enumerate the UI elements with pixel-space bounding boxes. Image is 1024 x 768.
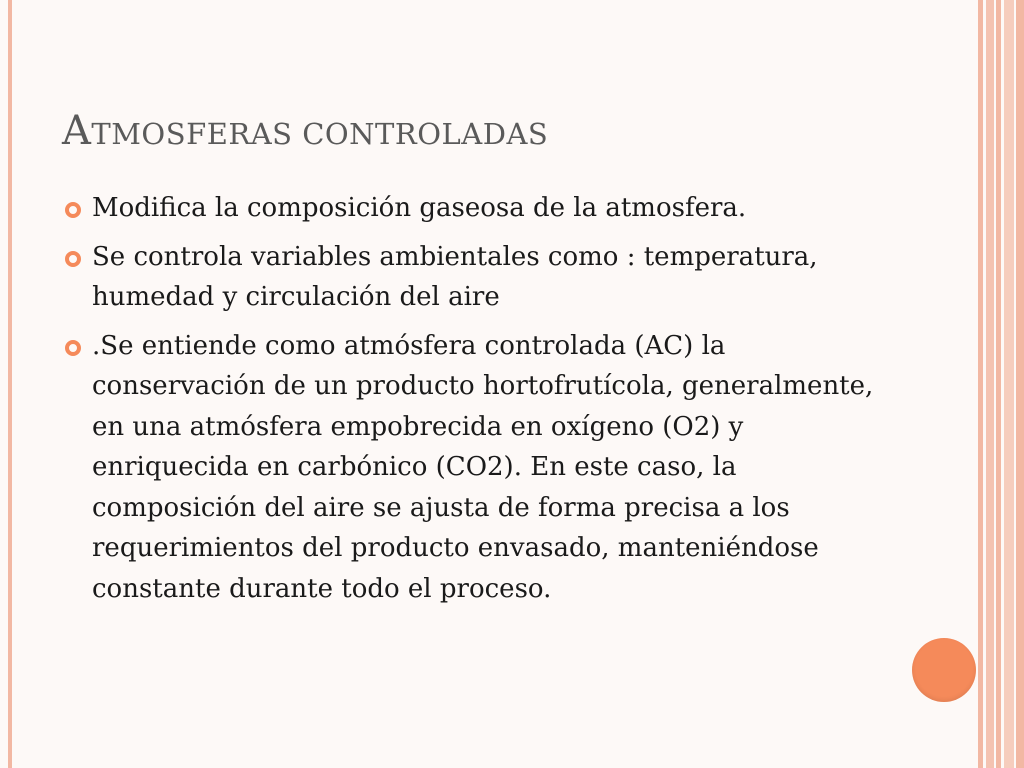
left-frame-line: [8, 0, 12, 768]
orange-ring-bullet-icon: [64, 250, 82, 268]
frame-stripe: [986, 0, 994, 768]
frame-stripe: [996, 0, 1001, 768]
bullet-text: .Se entiende como atmósfera controlada (AC) la conservación de un producto hortofrutícola, generalmente, en una atmósfera empobrecida en oxígeno (O2) y enriquecida en carbónico (CO2). En este caso, la composición del aire se ajusta de forma precisa a los requerimientos del producto envasado, manteniéndose constante durante todo el proceso.: [92, 330, 874, 604]
slide-title: [62, 108, 548, 154]
bullet-text: Se controla variables ambientales como : temperatura, humedad y circulación del aire: [92, 241, 818, 312]
title-rest: TMOSFERAS CONTROLADAS: [91, 117, 549, 151]
frame-stripe: [1004, 0, 1014, 768]
orange-ring-bullet-icon: [64, 201, 82, 219]
bullet-list: [64, 188, 904, 617]
bullet-item: [64, 188, 904, 229]
bullet-item: [64, 237, 904, 318]
bullet-item: [64, 326, 904, 610]
frame-stripe: [1016, 0, 1024, 768]
decorative-orange-circle: [912, 638, 976, 702]
orange-ring-bullet-icon: [64, 339, 82, 357]
bullet-text: Modifica la composición gaseosa de la atmosfera.: [92, 193, 747, 223]
title-initial: A: [62, 108, 92, 154]
frame-stripe: [978, 0, 983, 768]
